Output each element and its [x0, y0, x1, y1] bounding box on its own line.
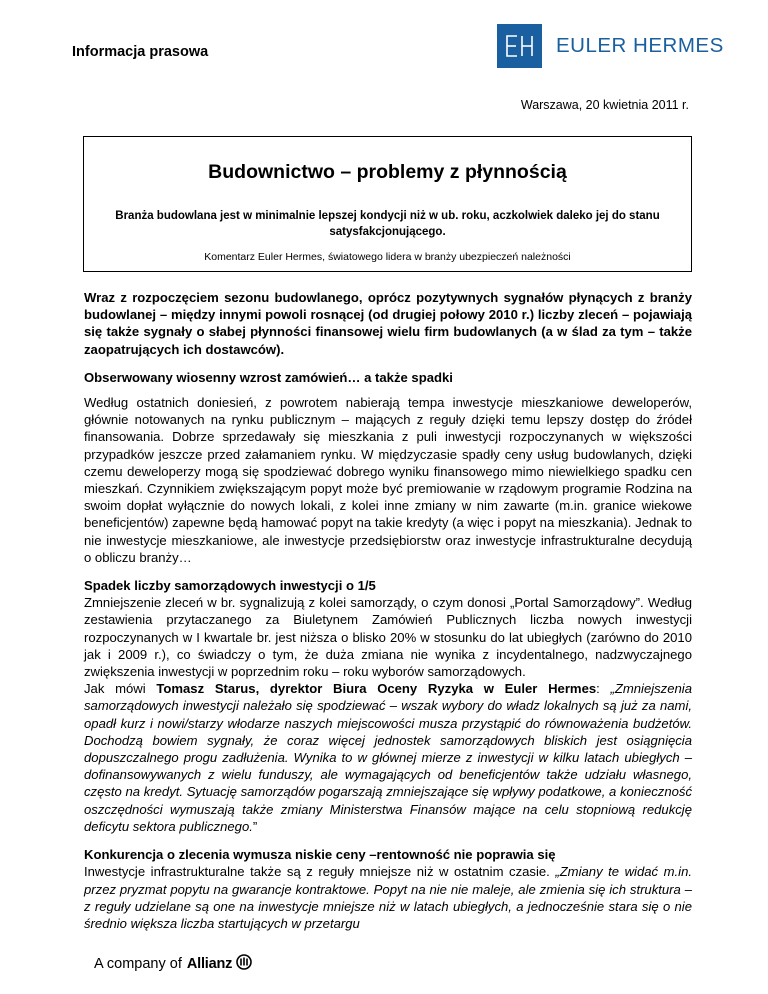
document-type-label: Informacja prasowa: [72, 44, 209, 60]
euler-hermes-logo: [497, 24, 724, 68]
section3-paragraph: [84, 863, 692, 932]
section2-heading: Spadek liczby samorządowych inwestycji o 1/5: [84, 578, 376, 594]
section2-quote-paragraph: [84, 680, 692, 835]
section3-heading: Konkurencja o zlecenia wymusza niskie ceny –rentowność nie poprawia się: [84, 847, 556, 863]
dateline: Warszawa, 20 kwietnia 2011 r.: [520, 98, 689, 112]
footer-prefix: A company of: [94, 956, 182, 972]
intro-paragraph: Wraz z rozpoczęciem sezonu budowlanego, oprócz pozytywnych sygnałów płynących z branży budowlanej – między innymi powoli rosnącej (od drugiej połowy 2010 r.) liczby zleceń – pojawiają się także sygnały o słabej płynności finansowej wielu firm budowlanych (a w ślad za tym – także zaopatrujących ich dostawców).: [84, 290, 692, 357]
section3-quote: „Zmiany te widać m.in. przez pryzmat popytu na gwarancje kontraktowe. Popyt na nie nie maleje, ale zmienia się ich struktura – z reguły udzielane są one na inwestycje mniejsze niż w latach ubiegłych, a jednocześnie stara się o nie średnio większa liczba startujących w przetargu: [84, 864, 692, 931]
logo-wordmark: EULER HERMES: [556, 34, 724, 57]
quote-colon: :: [596, 681, 611, 697]
allianz-brand: Allianz: [186, 956, 233, 972]
headline-box: [83, 136, 692, 272]
speaker-quote: „Zmniejszenia samorządowych inwestycji należało się spodziewać – wszak wybory do władz lokalnych są już za nami, opadł kurz i nowi/starzy włodarze naszych miejscowości musza przystąpić do równoważenia budżetów. Dochodzą bowiem sygnały, że coraz więcej jednostek samorządowych bliskich jest osiągnięcia dopuszczalnego progu zadłużenia. Wynika to w głównej mierze z inwestycji w kilku latach ubiegłych – dofinansowywanych z wielu funduszy, ale wymagających od beneficjentów także udziału własnego, często na kredyt. Sytuację samorządów pogarszają zmniejszające się wpływy podatkowe, a konieczność oszczędności wymuszają także zmiany Ministerstwa Finansów mające na celu stopniową redukcję deficytu sektora publicznego.: [84, 681, 692, 834]
quote-end: ”: [252, 818, 258, 834]
article-body: [84, 289, 692, 932]
section1-heading: Obserwowany wiosenny wzrost zamówień… a także spadki: [84, 369, 453, 385]
headline-comment: Komentarz Euler Hermes, światowego lidera w branży ubezpieczeń należności: [204, 251, 571, 263]
eh-logo-mark-icon: [497, 24, 542, 68]
section2-text: Zmniejszenie zleceń w br. sygnalizują z kolei samorządy, o czym donosi „Portal Samorządowy”. Według zestawienia przytaczanego za Biuletynem Zamówień Publicznych liczba nowych inwestycji rozpoczynanych w I kwartale br. jest niższa o blisko 20% w stosunku do lat ubiegłych (zarówno do 2010 jak i 2009 r.), co świadczy o tym, że duża zmiana nie wynika z incydentalnego, nadzwyczajnego zwiększenia inwestycji w poprzednim roku – roku wyborów samorządowych.: [84, 595, 692, 680]
headline-lead: Branża budowlana jest w minimalnie lepszej kondycji niż w ub. roku, aczkolwiek daleko jej do stanu satysfakcjonującego.: [115, 210, 660, 238]
section3-text: Inwestycje infrastrukturalne także są z reguły mniejsze niż w ostatnim czasie.: [84, 864, 556, 880]
section1-text: Według ostatnich doniesień, z powrotem nabierają tempa inwestycje mieszkaniowe deweloperów, głównie notowanych na rynku publicznym – mających z reguły dzięki temu lepszy dostęp do źródeł finansowania. Dobrze sprzedawały się mieszkania z puli inwestycji rozpoczynanych w większości przypadków jeszcze przed załamaniem rynku. W międzyczasie spadły ceny usług budowlanych, dzięki czemu deweloperzy mogą się spodziewać dobrego wyniku finansowego mimo niewielkiego spadku cen mieszkań. Czynnikiem zwiększającym popyt może być premiowanie w rządowym programie Rodzina na swoim dopłat wyłącznie do nowych lokali, z kolei inne zmiany w nim zawarte (m.in. granice wiekowe beneficjentów) zapewne będą hamować popyt na takie kredyty (a więc i popyt na mieszkania). Jednak to nie inwestycje mieszkaniowe, ale inwestycje przedsiębiorstw oraz inwestycje infrastrukturalne decydują o obliczu branży…: [84, 395, 692, 565]
quote-intro: Jak mówi: [84, 681, 157, 697]
speaker-name: Tomasz Starus, dyrektor Biura Oceny Ryzyka w Euler Hermes: [156, 681, 597, 697]
allianz-eagle-icon: [236, 954, 252, 974]
headline-title: Budownictwo – problemy z płynnością: [208, 161, 567, 183]
footer-allianz: [94, 954, 252, 974]
